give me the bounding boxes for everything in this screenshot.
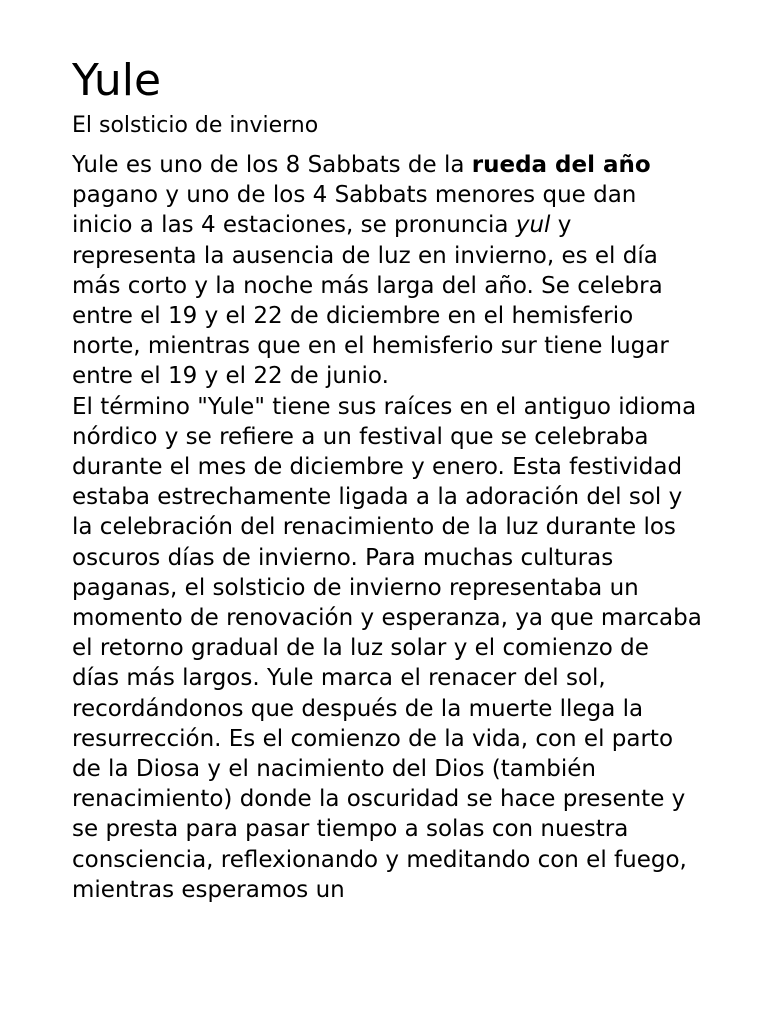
bold-term: rueda del año: [471, 152, 651, 178]
paragraph-origin: El término "Yule" tiene sus raíces en el antiguo idioma nórdico y se refiere a un festival que se celebraba durante el mes de diciembre y enero. Esta festividad estaba estrechamente ligada a la adoración del sol y la celebración del renacimiento de la luz durante los oscuros días de invierno. Para muchas culturas paganas, el solsticio de invierno representaba un momento de renovación y esperanza, ya que marcaba el retorno gradual de la luz solar y el comienzo de días más largos. Yule marca el renacer del sol, recordándonos que después de la muerte llega la resurrección. Es el comienzo de la vida, con el parto de la Diosa y el nacimiento del Dios (también renacimiento) donde la oscuridad se hace presente y se presta para pasar tiempo a solas con nuestra consciencia, reflexionando y meditando con el fuego, mientras esperamos un: [72, 393, 702, 903]
document-subtitle: El solsticio de invierno: [72, 113, 319, 138]
paragraph-intro: [72, 150, 702, 392]
document-title: Yule: [72, 55, 162, 106]
document-page: [72, 54, 702, 905]
italic-pronunciation: yul: [515, 212, 551, 239]
paragraph-intro-text-c: y representa la ausencia de luz en invierno, es el día más corto y la noche más larga del año. Se celebra entre el 19 y el 22 de diciembre en el hemisferio norte, mientras que en el hemisferio sur tiene lugar entre el 19 y el 22 de junio.: [72, 212, 669, 390]
paragraph-intro-text-b: pagano y uno de los 4 Sabbats menores que dan inicio a las 4 estaciones, se pronuncia: [72, 182, 637, 239]
paragraph-intro-text-a: Yule es uno de los 8 Sabbats de la: [72, 152, 472, 178]
